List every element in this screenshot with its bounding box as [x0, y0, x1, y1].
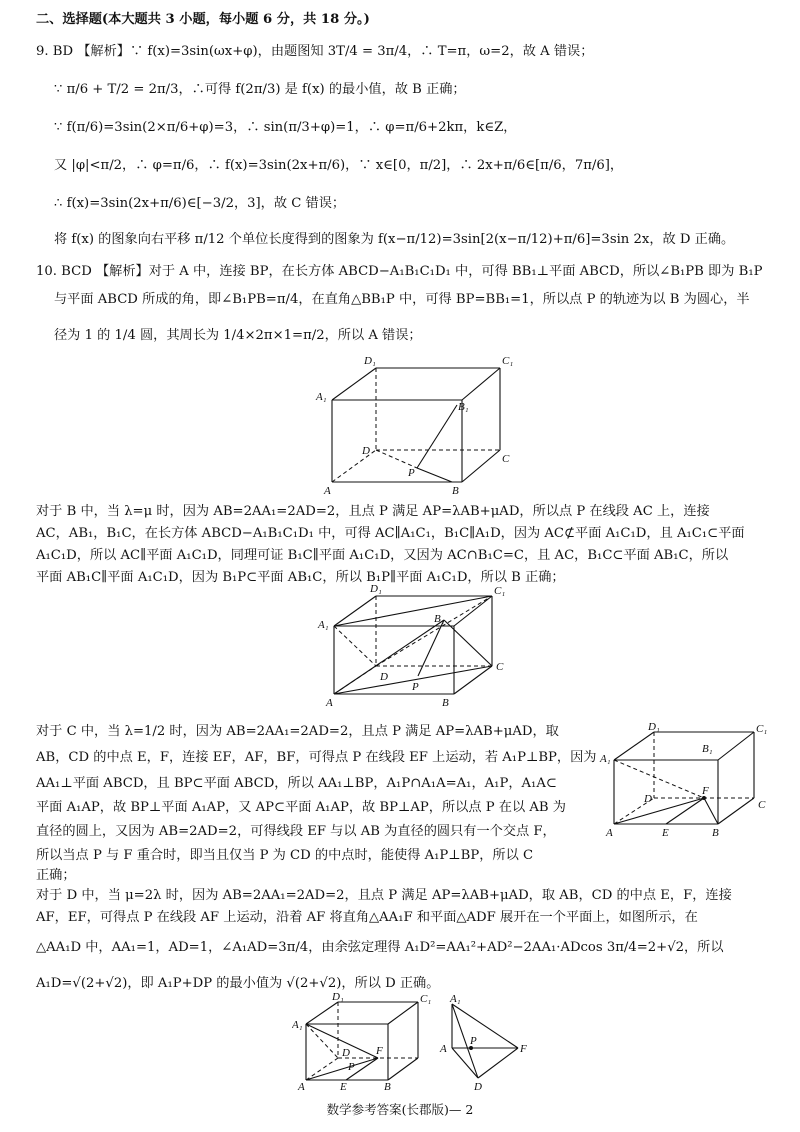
- figure-cuboid-b: [314, 582, 514, 716]
- q10-d-line-1: 对于 D 中，当 μ=2λ 时，因为 AB=2AA₁=2AD=2，且点 P 满足 AP=λAB+μAD，取 AB，CD 的中点 E，F，连接: [36, 888, 732, 903]
- label-b: B: [452, 485, 459, 497]
- label-c1: C₁: [756, 723, 768, 735]
- q10-b-line-3: A₁C₁D，所以 AC∥平面 A₁C₁D，同理可证 B₁C∥平面 A₁C₁D，又因为 AC∩B₁C=C，且 AC，B₁C⊂平面 AB₁C，所以: [36, 548, 729, 563]
- q10-c-line-5: 直径的圆上，又因为 AB=2AD=2，可得线段 EF 与以 AB 为直径的圆只有一个交点 F，: [36, 824, 556, 839]
- label-d: D: [474, 1081, 482, 1092]
- label-a1: A₁: [292, 1019, 303, 1031]
- label-b: B: [442, 697, 449, 709]
- figure-cuboid-a: [312, 350, 522, 504]
- label-c1: C₁: [494, 585, 506, 597]
- page-footer: 数学参考答案(长郡版)— 2: [326, 1102, 474, 1117]
- label-a1: A₁: [318, 619, 329, 631]
- q10-c-line-7: 正确；: [36, 868, 76, 883]
- q10-b-line-4: 平面 AB₁C∥平面 A₁C₁D，因为 B₁P⊂平面 AB₁C，所以 B₁P∥平面 A₁C₁D，所以 B 正确；: [36, 570, 565, 585]
- label-a1: A₁: [600, 753, 611, 765]
- label-p: P: [470, 1035, 477, 1047]
- label-p: P: [408, 467, 415, 479]
- label-d: D: [644, 793, 652, 805]
- label-b1: B₁: [434, 613, 445, 625]
- q9-line-1: 9. BD 【解析】∵ f(x)=3sin(ωx+φ)，由题图知 3T/4 = 3π/4，∴ T=π，ω=2，故 A 错误；: [36, 44, 594, 59]
- q9-line-6: 将 f(x) 的图象向右平移 π/12 个单位长度得到的图象为 f(x−π/12)=3sin[2(x−π/12)+π/6]=3sin 2x，故 D 正确。: [54, 232, 735, 247]
- label-d1: D₁: [332, 992, 344, 1003]
- q10-d-line-4: A₁D=√(2+√2)，即 A₁P+DP 的最小值为 √(2+√2)，所以 D 正确。: [36, 976, 440, 991]
- label-d: D: [380, 671, 388, 683]
- label-d1: D₁: [370, 583, 382, 595]
- label-a: A: [606, 827, 613, 839]
- label-b1: B₁: [458, 401, 469, 413]
- label-f: F: [376, 1045, 383, 1057]
- q9-line-5: ∴ f(x)=3sin(2x+π/6)∈[−3/2，3]，故 C 错误；: [54, 196, 346, 211]
- label-a: A: [440, 1043, 447, 1055]
- label-b: B: [384, 1081, 391, 1093]
- q10-c-line-4: 平面 A₁AP，故 BP⊥平面 A₁AP，又 AP⊂平面 A₁AP，故 BP⊥AP，所以点 P 在以 AB 为: [36, 800, 566, 815]
- label-c: C: [502, 453, 510, 465]
- label-d1: D₁: [364, 355, 376, 367]
- label-a: A: [298, 1081, 305, 1093]
- label-e: E: [662, 827, 669, 839]
- q10-c-line-2: AB，CD 的中点 E，F，连接 EF，AF，BF，可得点 P 在线段 EF 上运动，若 A₁P⊥BP，因为: [36, 750, 597, 765]
- q10-c-line-3: AA₁⊥平面 ABCD，且 BP⊂平面 ABCD，所以 AA₁⊥BP，A₁P∩A₁A=A₁，A₁P，A₁A⊂: [36, 776, 557, 791]
- label-f: F: [520, 1043, 527, 1055]
- q10-a-line-3: 径为 1 的 1/4 圆，其周长为 1/4×2π×1=π/2，所以 A 错误；: [54, 328, 422, 343]
- label-p: P: [412, 681, 419, 693]
- label-e: E: [340, 1081, 347, 1093]
- q9-line-2: ∵ π/6 + T/2 = 2π/3，∴可得 f(2π/3) 是 f(x) 的最小值，故 B 正确；: [54, 82, 466, 97]
- label-d1: D₁: [648, 722, 660, 733]
- label-c: C: [496, 661, 504, 673]
- label-d: D: [362, 445, 370, 457]
- q10-b-line-2: AC，AB₁，B₁C，在长方体 ABCD−A₁B₁C₁D₁ 中，可得 AC∥A₁C₁，B₁C∥A₁D，因为 AC⊄平面 A₁C₁D，且 A₁C₁⊂平面: [36, 526, 745, 541]
- q10-d-line-2: AF，EF，可得点 P 在线段 AF 上运动，沿着 AF 将直角△AA₁F 和平面△ADF 展开在一个平面上，如图所示，在: [36, 910, 698, 925]
- q10-b-line-1: 对于 B 中，当 λ=μ 时，因为 AB=2AA₁=2AD=2，且点 P 满足 AP=λAB+μAD，所以点 P 在线段 AC 上，连接: [36, 504, 710, 519]
- figure-cuboid-c: [598, 722, 778, 846]
- q9-line-4: 又 |φ|<π/2，∴ φ=π/6，∴ f(x)=3sin(2x+π/6)，∵ x∈[0，π/2]，∴ 2x+π/6∈[π/6，7π/6]，: [54, 158, 624, 173]
- q10-a-line-2: 与平面 ABCD 所成的角，即∠B₁PB=π/4，在直角△BB₁P 中，可得 BP=BB₁=1，所以点 P 的轨迹为以 B 为圆心，半: [54, 292, 750, 307]
- q9-line-3: ∵ f(π/6)=3sin(2×π/6+φ)=3，∴ sin(π/3+φ)=1，∴ φ=π/6+2kπ，k∈Z，: [54, 120, 517, 135]
- section-title: 二、选择题(本大题共 3 小题，每小题 6 分，共 18 分。): [36, 12, 370, 27]
- label-a1: A₁: [316, 391, 327, 403]
- q10-c-line-1: 对于 C 中，当 λ=1/2 时，因为 AB=2AA₁=2AD=2，且点 P 满足 AP=λAB+μAD，取: [36, 724, 559, 739]
- label-f: F: [702, 785, 709, 797]
- q10-d-line-3: △AA₁D 中，AA₁=1，AD=1，∠A₁AD=3π/4，由余弦定理得 A₁D²=AA₁²+AD²−2AA₁·ADcos 3π/4=2+√2，所以: [36, 940, 724, 955]
- label-c: C: [758, 799, 766, 811]
- figure-cuboid-d: [292, 992, 442, 1098]
- q10-a-line-1: 10. BCD 【解析】对于 A 中，连接 BP，在长方体 ABCD−A₁B₁C₁D₁ 中，可得 BB₁⊥平面 ABCD，所以∠B₁PB 即为 B₁P: [36, 264, 763, 279]
- label-b: B: [712, 827, 719, 839]
- figure-unfolded: [434, 992, 544, 1096]
- label-d: D: [342, 1047, 350, 1059]
- label-a1: A₁: [450, 993, 461, 1005]
- label-b1: B₁: [702, 743, 713, 755]
- label-c1: C₁: [502, 355, 514, 367]
- q10-c-line-6: 所以当点 P 与 F 重合时，即当且仅当 P 为 CD 的中点时，能使得 A₁P⊥BP，所以 C: [36, 848, 534, 863]
- label-a: A: [326, 697, 333, 709]
- label-c1: C₁: [420, 993, 432, 1005]
- label-p: P: [348, 1061, 355, 1073]
- label-a: A: [324, 485, 331, 497]
